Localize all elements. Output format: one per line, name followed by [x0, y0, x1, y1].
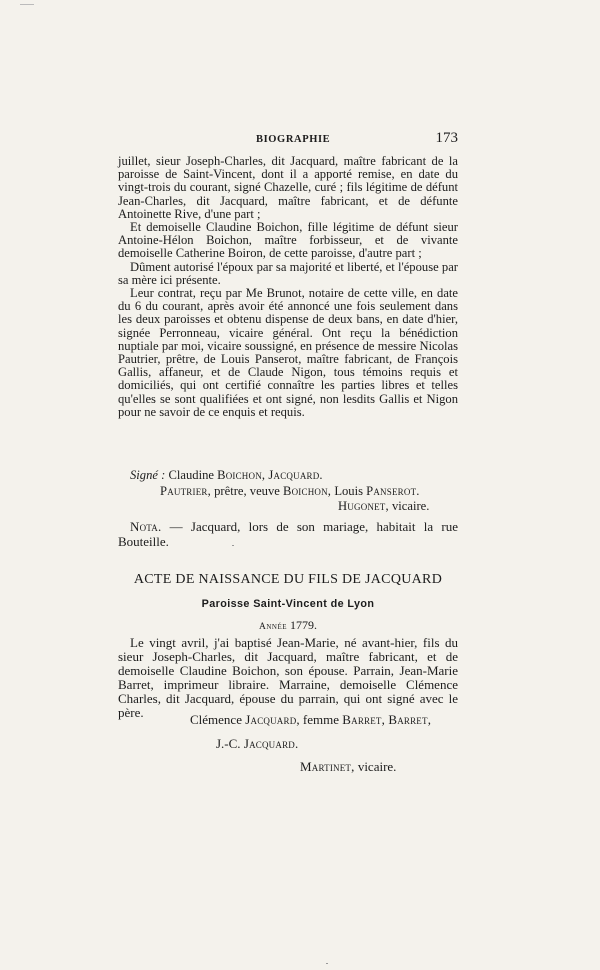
note-label: Nota. — [130, 519, 162, 534]
paper-speck — [232, 545, 234, 546]
paragraph: Dûment autorisé l'époux par sa majorité et liberté, et l'épouse par sa mère ici présente. — [118, 259, 458, 287]
note — [118, 520, 458, 549]
paragraph: juillet, sieur Joseph-Charles, dit Jacquard, maître fabricant de la paroisse de Saint-Vincent, dont il a apporté remise, en date du vingt-trois du courant, signé Chazelle, curé ; fils légitime de défunt Jean-Charles, dit Jacquard, maître fabricant, et de défunte Antoinette Rive, d'une part ; — [118, 154, 458, 221]
signed-label: Signé : — [130, 468, 166, 482]
paper-speck — [20, 4, 34, 5]
signature-line: Clémence Jacquard, femme Barret, Barret, — [190, 712, 432, 727]
signature-line: Pautrier, prêtre, veuve Boichon, Louis Panserot. — [160, 484, 420, 498]
page-header — [118, 130, 458, 150]
paragraph: Le vingt avril, j'ai baptisé Jean-Marie, né avant-hier, fils du sieur Joseph-Charles, dit Jacquard, maître fabricant, et de demoiselle Claudine Boichon, son épouse. Parrain, Jean-Marie Barret, imprimeur libraire. Marraine, demoiselle Clémence Charles, dit Jacquard, épouse du parrain, qui ont signé avec le père. — [118, 635, 458, 720]
birth-act-text — [118, 636, 458, 719]
signature-line: Signé : Claudine Boichon, Jacquard. — [130, 468, 323, 482]
marriage-act-text — [118, 155, 458, 419]
paragraph: Et demoiselle Claudine Boichon, fille légitime de défunt sieur Antoine-Hélon Boichon, maître forbisseur, et de vivante demoiselle Catherine Boiron, de cette paroisse, d'autre part ; — [118, 220, 458, 261]
page-number: 173 — [435, 130, 458, 146]
note-text: — Jacquard, lors de son mariage, habitait la rue Bouteille. — [118, 519, 459, 549]
signature-line: J.-C. Jacquard. — [216, 736, 299, 751]
signature-line: Martinet, vicaire. — [300, 759, 397, 774]
parish-subtitle: Paroisse Saint-Vincent de Lyon — [201, 598, 375, 610]
year-line: Année 1779. — [258, 618, 318, 632]
section-title: ACTE DE NAISSANCE DU FILS DE JACQUARD — [133, 572, 443, 587]
paragraph: Leur contrat, reçu par Me Brunot, notaire de cette ville, en date du 6 du courant, après avoir été annoncé une fois seulement dans les deux paroisses et obtenu dispense de deux bans, en date d'hier, signée Perronneau, vicaire général. Ont reçu la bénédiction nuptiale par moi, vicaire soussigné, en présence de messire Nicolas Pautrier, prêtre, de Louis Panserot, maître fabricant, de François Gallis, affaneur, et de Claude Nigon, tous témoins requis et domiciliés, qui ont certifié connaître les parties libres et telles qu'elles se sont qualifiées et ont signé, non lesdits Gallis et Nigon pour ne savoir de ce enquis et requis. — [118, 286, 458, 419]
paper-speck — [326, 963, 328, 964]
running-title: BIOGRAPHIE — [256, 134, 331, 145]
signature-line: Hugonet, vicaire. — [338, 499, 430, 513]
